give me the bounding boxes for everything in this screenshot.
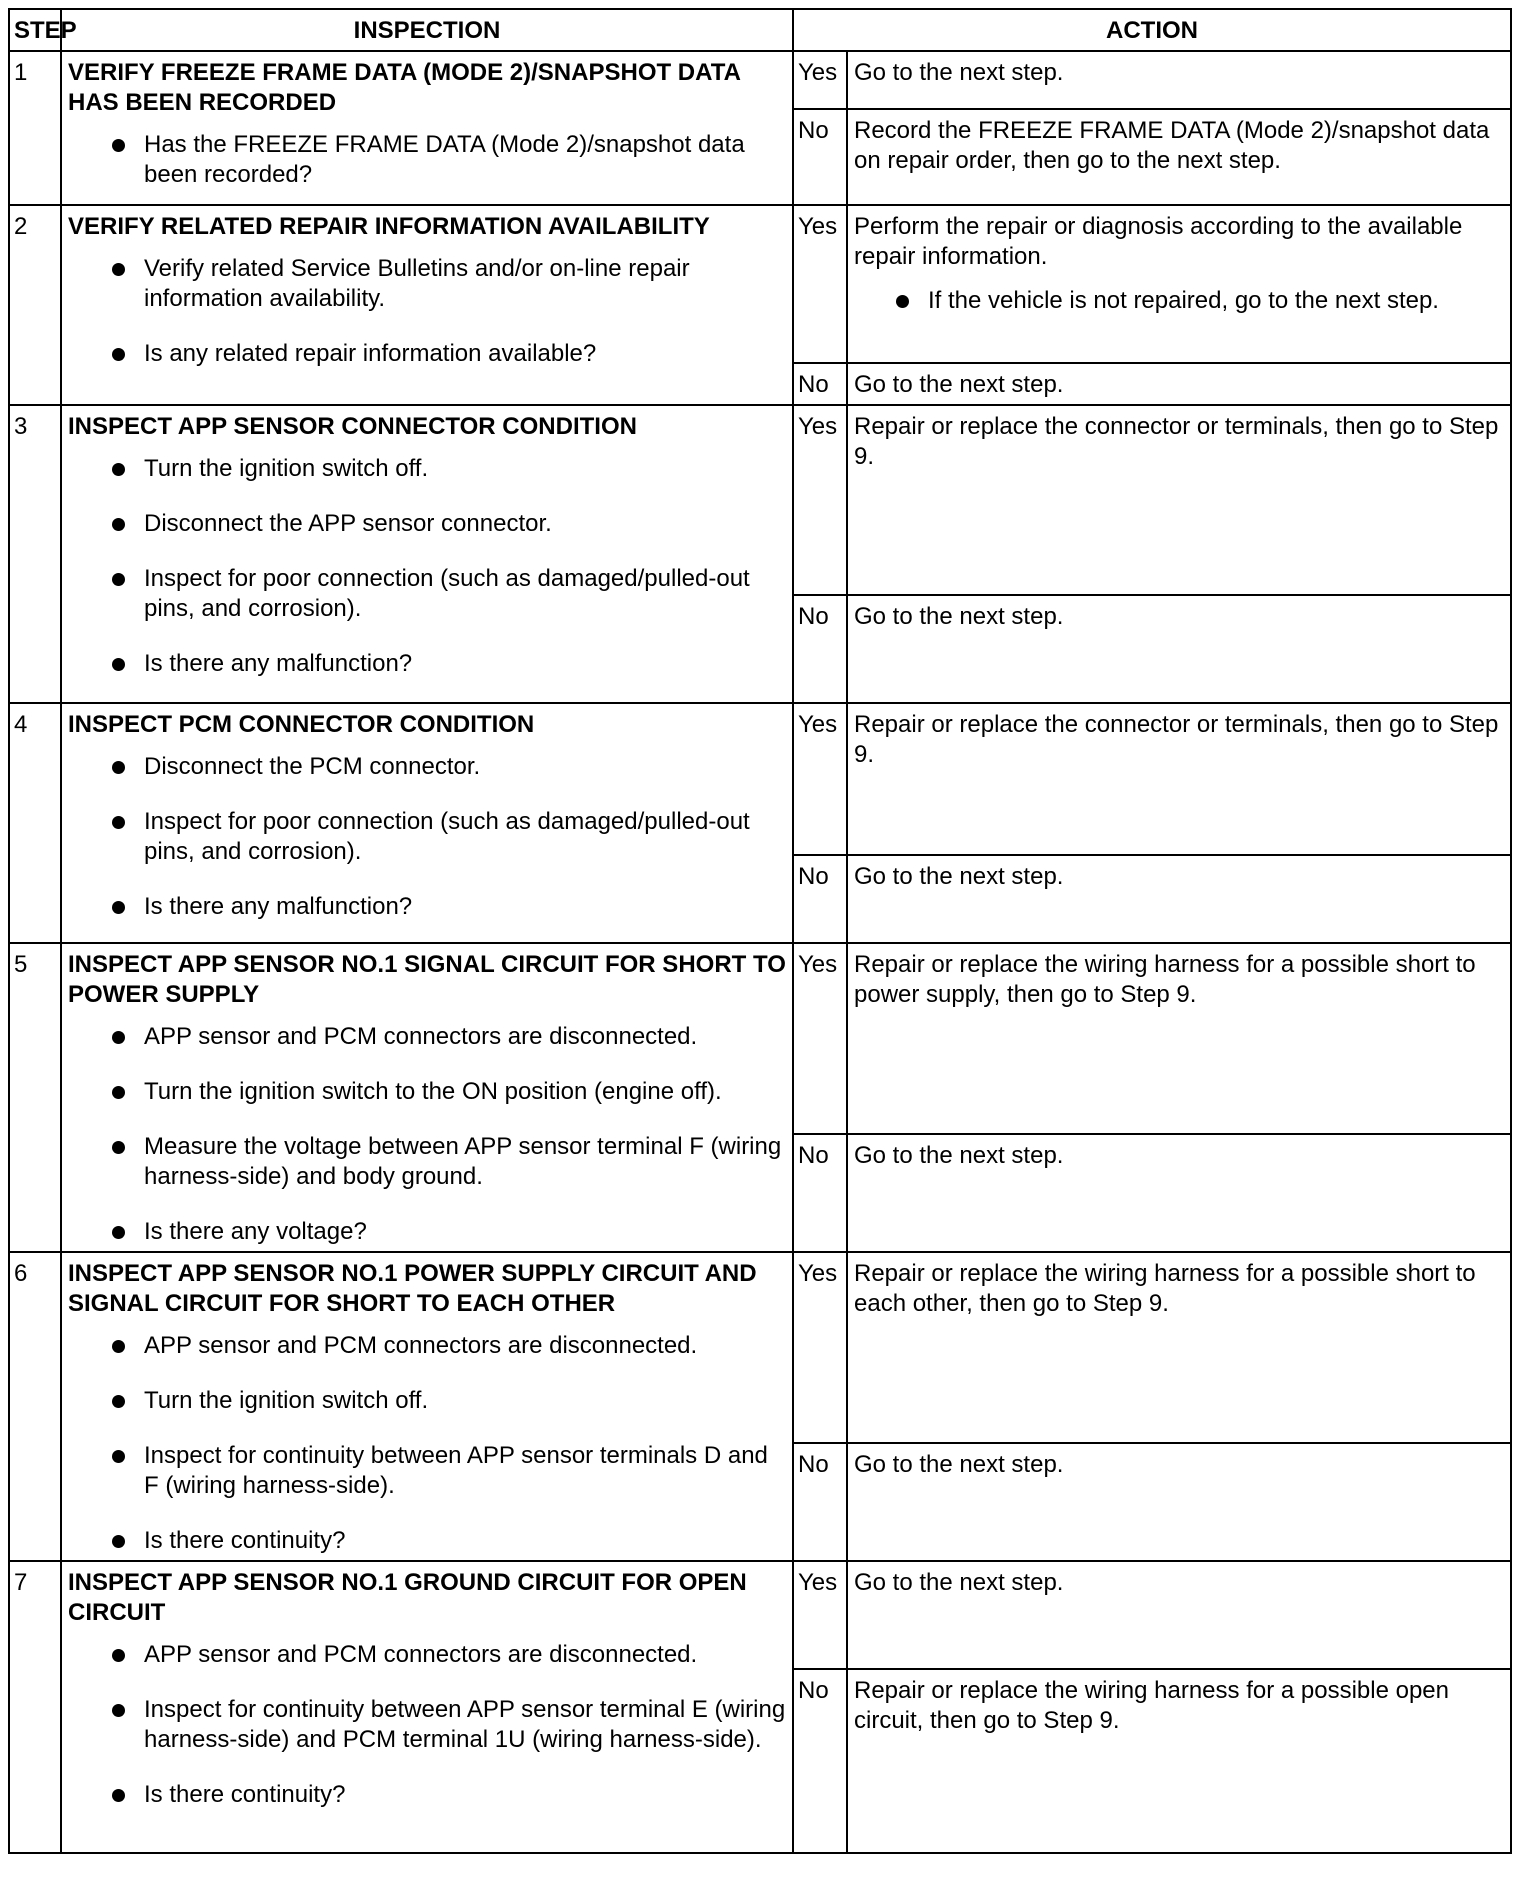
yes-action: Go to the next step. [847, 1561, 1511, 1669]
no-label: No [793, 855, 847, 943]
inspection-bullet: Turn the ignition switch off. [68, 454, 786, 484]
yes-label: Yes [793, 1252, 847, 1443]
inspection-title: INSPECT APP SENSOR NO.1 SIGNAL CIRCUIT FOR SHORT TO POWER SUPPLY [68, 951, 786, 1008]
inspection-cell [61, 1561, 793, 1853]
step-row-2-yes [9, 205, 1511, 363]
no-action: Go to the next step. [847, 1134, 1511, 1252]
inspection-bullet: Inspect for poor connection (such as damaged/pulled-out pins, and corrosion). [68, 807, 786, 867]
inspection-bullet: Inspect for poor connection (such as damaged/pulled-out pins, and corrosion). [68, 564, 786, 624]
header-action: ACTION [793, 9, 1511, 51]
inspection-bullets [68, 1640, 786, 1810]
no-label: No [793, 595, 847, 703]
bullet-icon [112, 348, 125, 361]
inspection-bullets [68, 1022, 786, 1247]
yes-action-cell [847, 205, 1511, 363]
bullet-icon [112, 901, 125, 914]
table-header-row [9, 9, 1511, 51]
inspection-bullets [68, 130, 786, 190]
bullet-icon [112, 1789, 125, 1802]
step-row-1-yes [9, 51, 1511, 109]
inspection-cell [61, 51, 793, 205]
inspection-bullet: Verify related Service Bulletins and/or on-line repair information availability. [68, 254, 786, 314]
bullet-icon [112, 1704, 125, 1717]
no-action: Go to the next step. [847, 595, 1511, 703]
yes-action: Repair or replace the wiring harness for a possible short to power supply, then go to Step 9. [847, 943, 1511, 1134]
inspection-cell [61, 943, 793, 1252]
bullet-icon [112, 761, 125, 774]
inspection-bullet: APP sensor and PCM connectors are disconnected. [68, 1331, 786, 1361]
no-action: Repair or replace the wiring harness for a possible open circuit, then go to Step 9. [847, 1669, 1511, 1853]
inspection-bullets [68, 1331, 786, 1556]
step-row-4-yes [9, 703, 1511, 855]
inspection-bullet: APP sensor and PCM connectors are disconnected. [68, 1640, 786, 1670]
no-label: No [793, 1443, 847, 1561]
bullet-icon [112, 1141, 125, 1154]
yes-label: Yes [793, 703, 847, 855]
bullet-icon [112, 463, 125, 476]
inspection-title: INSPECT APP SENSOR NO.1 POWER SUPPLY CIRCUIT AND SIGNAL CIRCUIT FOR SHORT TO EACH OTHER [68, 1260, 757, 1317]
bullet-icon [112, 1340, 125, 1353]
yes-action: Go to the next step. [847, 51, 1511, 109]
diagnostic-table [8, 8, 1512, 1854]
bullet-icon [112, 573, 125, 586]
step-row-6-yes [9, 1252, 1511, 1443]
inspection-cell [61, 1252, 793, 1561]
inspection-title: VERIFY RELATED REPAIR INFORMATION AVAILABILITY [68, 213, 710, 240]
no-label: No [793, 109, 847, 205]
no-label: No [793, 1669, 847, 1853]
step-number: 7 [9, 1561, 61, 1853]
step-row-3-yes [9, 405, 1511, 595]
inspection-cell [61, 405, 793, 703]
step-number: 6 [9, 1252, 61, 1561]
step-number: 2 [9, 205, 61, 405]
inspection-bullet: Is there any voltage? [68, 1217, 786, 1247]
bullet-icon [112, 1395, 125, 1408]
step-number: 5 [9, 943, 61, 1252]
yes-action: Perform the repair or diagnosis according to the available repair information. [854, 213, 1463, 270]
inspection-bullet: Is there continuity? [68, 1780, 786, 1810]
inspection-bullet: Disconnect the APP sensor connector. [68, 509, 786, 539]
inspection-bullet: Inspect for continuity between APP sensor terminals D and F (wiring harness-side). [68, 1441, 786, 1501]
yes-label: Yes [793, 943, 847, 1134]
inspection-bullets [68, 752, 786, 922]
inspection-bullet: APP sensor and PCM connectors are disconnected. [68, 1022, 786, 1052]
action-sub-bullets [854, 286, 1504, 316]
step-row-5-yes [9, 943, 1511, 1134]
bullet-icon [112, 518, 125, 531]
bullet-icon [112, 1649, 125, 1662]
bullet-icon [112, 1086, 125, 1099]
inspection-bullet: Is any related repair information available? [68, 339, 786, 369]
inspection-bullet: Turn the ignition switch to the ON position (engine off). [68, 1077, 786, 1107]
bullet-icon [896, 295, 909, 308]
no-action: Record the FREEZE FRAME DATA (Mode 2)/snapshot data on repair order, then go to the next step. [847, 109, 1511, 205]
inspection-bullets [68, 254, 786, 369]
inspection-title: VERIFY FREEZE FRAME DATA (MODE 2)/SNAPSHOT DATA HAS BEEN RECORDED [68, 59, 741, 116]
inspection-title: INSPECT APP SENSOR CONNECTOR CONDITION [68, 413, 637, 440]
inspection-title: INSPECT APP SENSOR NO.1 GROUND CIRCUIT FOR OPEN CIRCUIT [68, 1569, 747, 1626]
header-inspection: INSPECTION [61, 9, 793, 51]
header-step: STEP [9, 9, 61, 51]
step-number: 4 [9, 703, 61, 943]
diagnostic-procedure-sheet [8, 8, 1510, 1854]
no-action: Go to the next step. [847, 855, 1511, 943]
bullet-icon [112, 139, 125, 152]
inspection-bullet: Is there any malfunction? [68, 892, 786, 922]
yes-label: Yes [793, 1561, 847, 1669]
action-sub-bullet: If the vehicle is not repaired, go to the next step. [854, 286, 1504, 316]
yes-label: Yes [793, 405, 847, 595]
bullet-icon [112, 263, 125, 276]
yes-action: Repair or replace the connector or terminals, then go to Step 9. [847, 405, 1511, 595]
bullet-icon [112, 658, 125, 671]
bullet-icon [112, 1031, 125, 1044]
inspection-bullet: Has the FREEZE FRAME DATA (Mode 2)/snapshot data been recorded? [68, 130, 786, 190]
no-action: Go to the next step. [847, 363, 1511, 405]
no-action: Go to the next step. [847, 1443, 1511, 1561]
inspection-cell [61, 703, 793, 943]
step-number: 3 [9, 405, 61, 703]
inspection-bullets [68, 454, 786, 679]
inspection-bullet: Turn the ignition switch off. [68, 1386, 786, 1416]
yes-action: Repair or replace the connector or terminals, then go to Step 9. [847, 703, 1511, 855]
bullet-icon [112, 1226, 125, 1239]
no-label: No [793, 1134, 847, 1252]
yes-label: Yes [793, 205, 847, 363]
inspection-bullet: Disconnect the PCM connector. [68, 752, 786, 782]
step-number: 1 [9, 51, 61, 205]
inspection-bullet: Inspect for continuity between APP sensor terminal E (wiring harness-side) and PCM terminal 1U (wiring harness-side). [68, 1695, 786, 1755]
inspection-cell [61, 205, 793, 405]
yes-label: Yes [793, 51, 847, 109]
inspection-bullet: Measure the voltage between APP sensor terminal F (wiring harness-side) and body ground. [68, 1132, 786, 1192]
bullet-icon [112, 816, 125, 829]
bullet-icon [112, 1535, 125, 1548]
bullet-icon [112, 1450, 125, 1463]
yes-action: Repair or replace the wiring harness for a possible short to each other, then go to Step 9. [847, 1252, 1511, 1443]
inspection-title: INSPECT PCM CONNECTOR CONDITION [68, 711, 535, 738]
inspection-bullet: Is there continuity? [68, 1526, 786, 1556]
step-row-7-yes [9, 1561, 1511, 1669]
no-label: No [793, 363, 847, 405]
inspection-bullet: Is there any malfunction? [68, 649, 786, 679]
